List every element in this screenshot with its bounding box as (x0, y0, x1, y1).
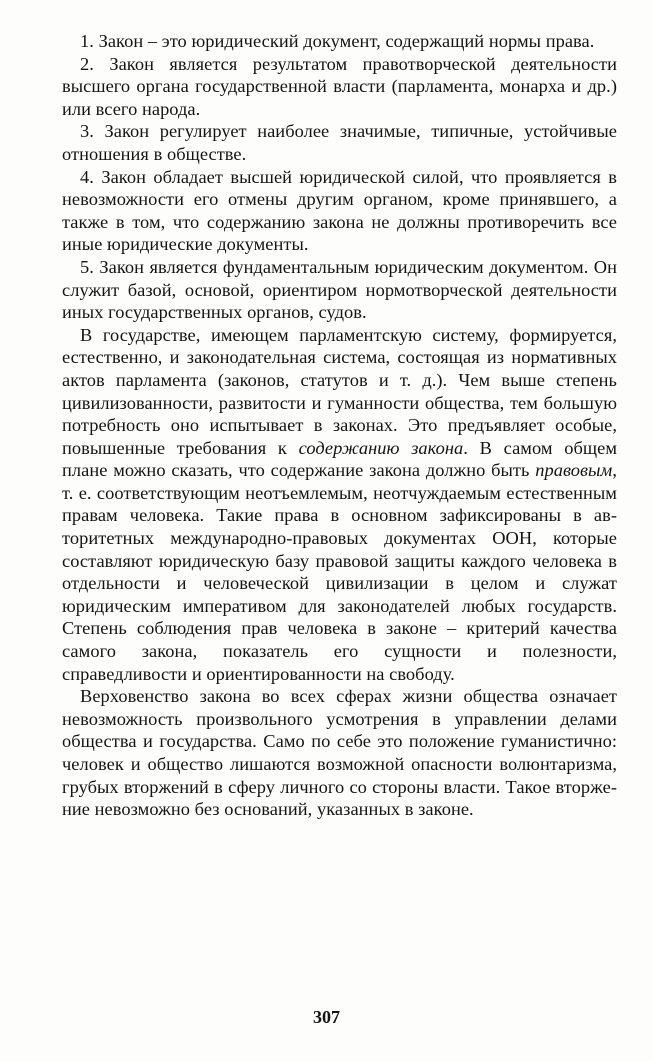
list-item-number: 5. (80, 256, 94, 277)
paragraph-supremacy (62, 685, 617, 821)
list-item-text: Закон является результатом правотворческой деятельности высшего органа государственной власти (парламента, монарха и др.) или всего народа. (62, 53, 617, 119)
page-body-text (62, 30, 617, 821)
list-item-number: 1. (80, 31, 94, 51)
emphasis-content-of-law: содержанию закона (298, 437, 464, 458)
page-number: 307 (313, 1007, 340, 1027)
paragraph-text: , т. е. соответствующим неотъемлемым, неотчуждаемым естественным правам человека. Такие права в основном зафиксированы в авторитетных международно-правовых документах ООН, которые составляют юридическую базу правовой защиты каждого человека в отдельности и человеческой цивилизации в целом и служат юридическим императивом для законодателей любых государств. Степень соблюдения прав человека в законе – критерий качества самого закона, показатель его сущности и полезности, справедливости и ориентированности на свободу. (62, 460, 617, 684)
emphasis-legal: правовым (535, 460, 613, 481)
list-item-4 (62, 166, 617, 256)
list-item-3 (62, 120, 617, 165)
list-item-number: 2. (80, 53, 94, 74)
paragraph-text: Верховенство закона во всех сферах жизни общества означает невозможность произвольного усмотрения в управлении делами общества и государства. Само по себе это положение гуманистично: человек и общество лишаются возможной опасности волюнтаризма, грубых вторжений в сферу личного со стороны власти. Такое вторжение невозможно без оснований, указанных в законе. (62, 686, 617, 820)
paragraph-text: В государстве, имеющем парламентскую систему, формируется, естественно, и законодательная система, состоящая из нормативных актов парламента (законов, статутов и т. д.). Чем выше степень цивилизованности, развитости и гуманности общества, тем большую потребность оно испытывает в законах. Это предъявляет особые, повышенные требования к (62, 324, 617, 458)
paragraph-text: . В самом общем плане можно сказать, что содержание закона должно быть (62, 437, 618, 481)
list-item-text: Закон является фундаментальным юридическим документом. Он служит базой, основой, ориентиром нормотворческой деятельности иных государственных органов, судов. (62, 256, 617, 323)
list-item-1 (62, 30, 617, 53)
list-item-2 (62, 53, 617, 121)
list-item-text: Закон – это юридический документ, содержащий нормы права. (98, 31, 595, 51)
list-item-text: Закон регулирует наиболее значимые, типичные, устойчивые отношения в обществе. (62, 121, 617, 164)
list-item-5 (62, 256, 617, 324)
list-item-text: Закон обладает высшей юридической силой, что проявляется в невозможности его отмены другим органом, кроме принявшего, а также в том, что содержанию закона не должны противоречить все иные юридические документы. (62, 166, 617, 255)
list-item-number: 3. (80, 121, 94, 142)
paragraph-parliament (62, 324, 617, 686)
list-item-number: 4. (80, 166, 94, 187)
